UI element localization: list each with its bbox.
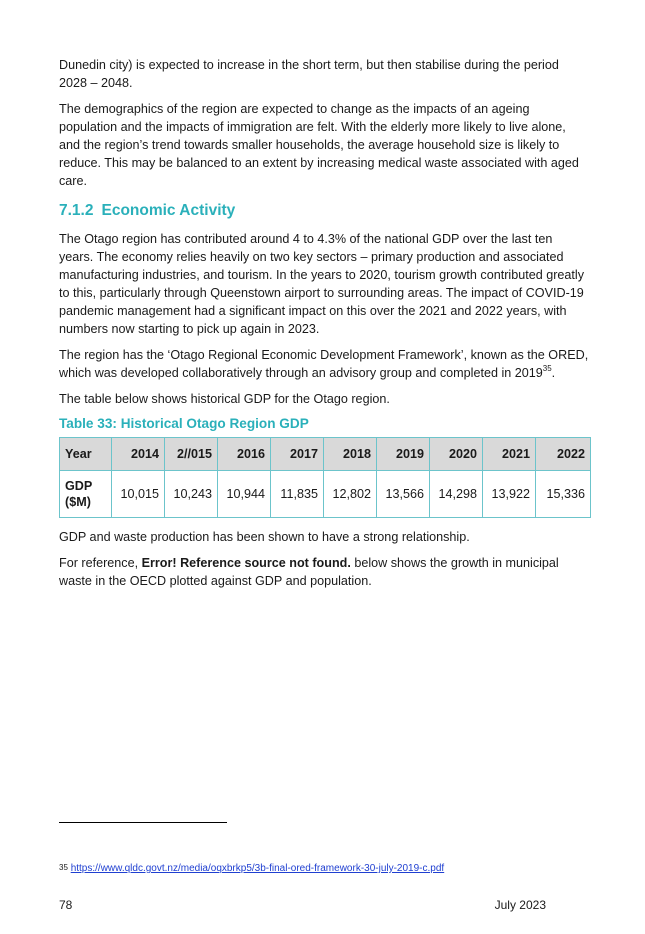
footnote-link[interactable]: https://www.qldc.govt.nz/media/oqxbrkp5/3b-final-ored-framework-30-july-2019-c.pdf [70, 863, 445, 874]
row-label-gdp [60, 471, 112, 518]
paragraph-reference [59, 554, 589, 590]
table-cell: 13,566 [377, 471, 430, 518]
table-row [60, 471, 591, 518]
table-cell: 14,298 [430, 471, 483, 518]
footer-date: July 2023 [494, 898, 546, 912]
footnote-separator [59, 822, 227, 823]
table-header-cell: 2018 [324, 438, 377, 471]
paragraph-gdp-share: The Otago region has contributed around 4 to 4.3% of the national GDP over the last ten years. The economy relies heavily on two key sectors – primary production and associated manufacturing industries, and tourism. In the years to 2020, tourism growth contributed greatly to this, particularly through Queenstown airport to surrounding areas. The impact of COVID-19 pandemic management had a significant impact on this over the 2021 and 2022 years, with numbers now starting to pick up again in 2023. [59, 232, 585, 336]
table-cell: 15,336 [536, 471, 591, 518]
table-header-year: Year [60, 438, 112, 471]
reference-text: For reference, [59, 556, 142, 570]
table-header-cell: 2021 [483, 438, 536, 471]
paragraph-demographics-intro: Dunedin city) is expected to increase in the short term, but then stabilise during the period 2028 – 2048. [59, 58, 559, 90]
table-header-cell: 2020 [430, 438, 483, 471]
table-cell: 12,802 [324, 471, 377, 518]
section-number: 7.1.2 [59, 202, 94, 219]
table-cell: 10,243 [165, 471, 218, 518]
table-cell: 13,922 [483, 471, 536, 518]
paragraph-gdp-waste: GDP and waste production has been shown to have a strong relationship. [59, 530, 470, 544]
table-header-row [60, 438, 591, 471]
table-header-cell: 2016 [218, 438, 271, 471]
reference-error: Error! Reference source not found. [141, 556, 351, 570]
footnote-ref[interactable]: 35 [542, 364, 552, 373]
gdp-table [59, 437, 591, 518]
paragraph-ored [59, 346, 589, 382]
document-body [59, 56, 589, 598]
table-caption: Table 33: Historical Otago Region GDP [59, 416, 309, 431]
table-header-cell: 2//015 [165, 438, 218, 471]
page-number: 78 [59, 898, 73, 912]
row-label-line2: ($M) [65, 495, 91, 509]
section-heading [59, 202, 589, 220]
footnote-number: 35 [59, 863, 68, 872]
table-cell: 10,015 [112, 471, 165, 518]
ored-text-end: . [551, 366, 556, 380]
table-cell: 10,944 [218, 471, 271, 518]
table-cell: 11,835 [271, 471, 324, 518]
table-header-cell: 2019 [377, 438, 430, 471]
paragraph-demographics: The demographics of the region are expected to change as the impacts of an ageing population and the impacts of immigration are felt. With the elderly more likely to live alone, and the region’s trend towards smaller households, the average household size is likely to reduce. This may be balanced to an extent by increasing medical waste associated with aged care. [59, 102, 579, 188]
ored-text: The region has the ‘Otago Regional Economic Development Framework’, known as the ORED, which was developed collaboratively through an advisory group and completed in 2019 [59, 348, 589, 380]
table-header-cell: 2022 [536, 438, 591, 471]
footnote [59, 863, 444, 874]
table-header-cell: 2017 [271, 438, 324, 471]
table-header-cell: 2014 [112, 438, 165, 471]
section-title: Economic Activity [101, 202, 236, 219]
paragraph-table-intro: The table below shows historical GDP for the Otago region. [59, 392, 390, 406]
row-label-line1: GDP [65, 479, 93, 493]
reference-text-end: below shows the growth in municipal waste in the OECD plotted against GDP and population. [59, 556, 559, 588]
